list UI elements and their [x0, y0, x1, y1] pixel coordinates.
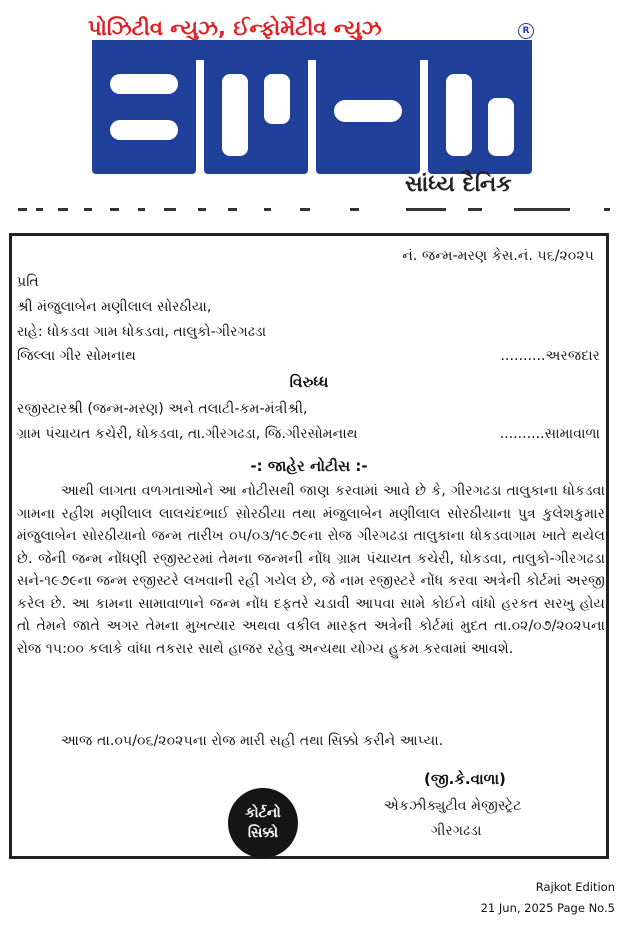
masthead	[0, 0, 624, 210]
court-seal	[228, 788, 298, 858]
respondent-role: ..........સામાવાળા	[499, 426, 600, 442]
public-notice	[9, 233, 609, 859]
applicant-district: જિલ્લા ગીર સોમનાથ	[17, 348, 136, 364]
edition-label: Rajkot Edition	[535, 880, 615, 894]
versus-heading: વિરુધ્ધ	[289, 373, 329, 391]
case-number: નં. જન્મ-મરણ કેસ.નં. ૫૬/૨૦૨૫	[402, 248, 594, 264]
applicant-role: ..........અરજદાર	[500, 348, 600, 364]
addressed-to: પ્રતિ	[17, 274, 39, 290]
logo-text: અબતક	[295, 154, 329, 165]
tagline: પોઝિટીવ ન્યુઝ, ઈન્ફોર્મેટીવ ન્યુઝ	[88, 16, 382, 40]
newspaper-logo	[92, 40, 532, 174]
date-page-label: 21 Jun, 2025 Page No.5	[480, 901, 615, 915]
clipped-text-strip	[14, 206, 614, 212]
seal-line-1: કોર્ટનો	[245, 805, 281, 821]
signatory-title: એકઝીક્યુટીવ મેજીસ્ટ્રેટ	[384, 798, 522, 814]
notice-body-text: આથી લાગતા વળગતાઓને આ નોટીસથી જાણ કરવામાં આવે છે કે, ગીરગઢડા તાલુકાના ધોકડવા ગામના રહીશ મણીલાલ લાલચંદભાઈ સોરઠીયા તથા મંજુલાબેન મણીલાલ સોરઠીયાના પુત્ર કુલેશકુમાર મંજુલાબેન સોરઠીયાનો જન્મ તારીખ ૦૫/૦૩/૧૯૭૯ના રોજ ગીરગઢડા તાલુકાના ધોકડવાગામ ખાતે થયેલ છે. જેની જન્મ નોંધણી રજીસ્ટરમાં તેમના જન્મની નોંધ ગ્રામ પંચાયત કચેરી, ધોકડવા, તાલુકો-ગીરગઢડા સને-૧૯૭૯ના જન્મ રજીસ્ટરે લખવાની રહી ગયેલ છે, જે નામ રજીસ્ટરે નોંધ કરવા અત્રેની કોર્ટમાં અરજી કરેલ છે. આ કામના સામાવાળાને જન્મ નોંધ દફતરે ચડાવી આપવા સામે કોઈને વાંધો હરકત સરખુ હોય તો તેમને જાતે અગર તેમના મુખત્યાર અથવા વકીલ મારફત અત્રેની કોર્ટમાં મુદત તા.૦૨/૦૭/૨૦૨૫ના રોજ ૧૫:૦૦ કલાકે વાંધા તકરાર સાથે હાજર રહેવુ અન્યથા યોગ્ય હુકમ કરવામાં આવશે.	[17, 483, 605, 657]
signatory-place: ગીરગઢડા	[431, 823, 482, 839]
respondent-address: ગ્રામ પંચાયત કચેરી, ધોકડવા, તા.ગીરગઢડા, જિ.ગીરસોમનાથ	[17, 426, 358, 442]
registered-mark: R	[518, 23, 534, 39]
applicant-name: શ્રી મંજુલાબેન મણીલાલ સોરઠીયા,	[17, 299, 212, 315]
notice-heading: -: જાહેર નોટીસ :-	[250, 457, 368, 475]
closing-statement: આજ તા.૦૫/૦૬/૨૦૨૫ના રોજ મારી સહી તથા સિક્કો કરીને આપ્યા.	[61, 733, 444, 749]
edition-subtitle: સાંધ્ય દૈનિક	[405, 172, 512, 197]
notice-body	[17, 480, 605, 660]
respondent-name: રજીસ્ટારશ્રી (જન્મ-મરણ) અને તલાટી-કમ-મંત્રીશ્રી,	[17, 401, 308, 417]
signatory-name: (જી.કે.વાળા)	[424, 770, 506, 788]
seal-line-2: સિક્કો	[247, 825, 279, 841]
applicant-address: રાહે: ધોકડવા ગામ ધોકડવા, તાલુકો-ગીરગઢડા	[17, 324, 267, 340]
